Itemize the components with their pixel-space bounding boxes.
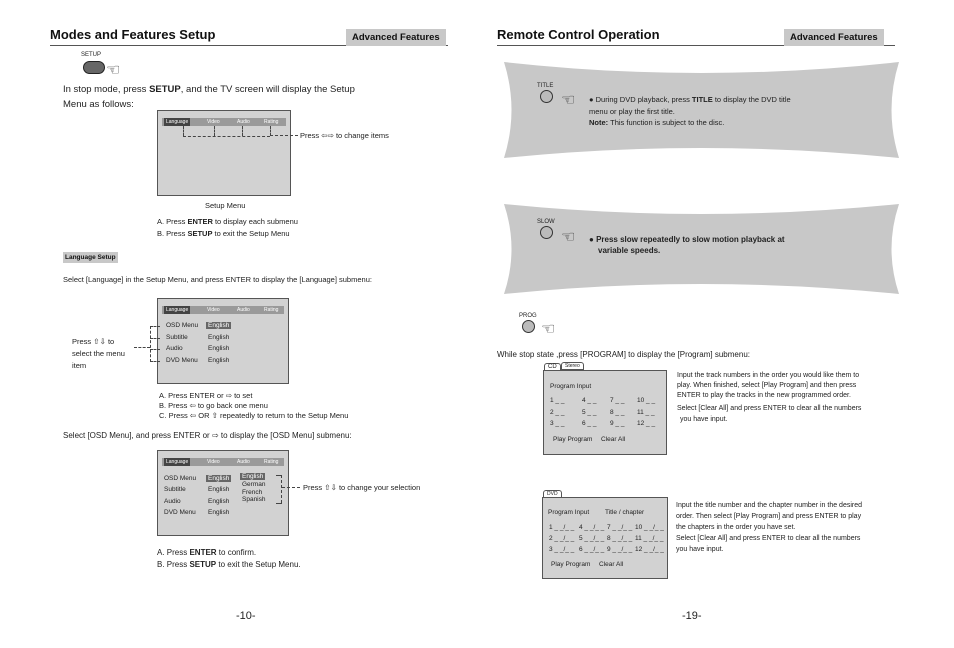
hand-pointer-icon: ☜: [561, 229, 576, 246]
osd-row-value: English: [208, 475, 230, 482]
osd-step-a: A. Press ENTER to confirm.: [157, 548, 257, 557]
tab-audio: Audio: [237, 459, 250, 465]
arrow-left-icon: ⇦: [189, 401, 196, 410]
tab-rating: Rating: [264, 459, 279, 465]
dvd-slot: 10 _ _/_ _: [635, 524, 664, 531]
osd-row-value: English: [208, 498, 230, 505]
dvd-slot: 2 _ _/_ _: [549, 535, 575, 542]
select-osd-text: Select [OSD Menu], and press ENTER or ⇨ to display the [OSD Menu] submenu:: [63, 431, 352, 440]
lang-row-label: DVD Menu: [166, 357, 198, 364]
dvd-slot: 11 _ _/_ _: [635, 535, 664, 542]
lang-row-label: OSD Menu: [166, 322, 199, 329]
cd-slot: 8 _ _: [610, 409, 625, 416]
title-text-line2: menu or play the first title.: [589, 107, 675, 116]
tab-language: Language: [166, 119, 189, 125]
dvd-program-screen: [542, 497, 668, 579]
slow-text-line1: ● Press slow repeatedly to slow motion playback at: [589, 235, 785, 244]
slow-button-icon: [540, 226, 553, 239]
arrow-right-icon: ⇨: [211, 431, 219, 440]
setup-step-b: B. Press SETUP to exit the Setup Menu: [157, 229, 290, 238]
lang-row-value: English: [208, 322, 230, 329]
title-note: Note: This function is subject to the disc.: [589, 118, 725, 127]
arrow-right-icon: ⇨: [327, 131, 334, 140]
slow-text-line2: variable speeds.: [598, 246, 661, 255]
cd-slot: 3 _ _: [550, 420, 565, 427]
right-page-number: -19-: [682, 610, 702, 622]
dvd-description: Input the title number and the chapter number in the desired order. Then select [Play Program] and press ENTER to play the chapters in the order you have set. Select [Clear All] and press ENTER to clear all the numbers you have input.: [676, 502, 863, 553]
dvd-slot: 3 _ _/_ _: [549, 546, 575, 553]
dvd-slot: 4 _ _/_ _: [579, 524, 605, 531]
setup-step-a: A. Press ENTER to display each submenu: [157, 217, 298, 226]
osd-row-label: Subtitle: [164, 486, 186, 493]
dvd-clear-all: Clear All: [599, 561, 624, 568]
setup-menu-caption: Setup Menu: [205, 201, 246, 210]
cd-slot: 2 _ _: [550, 409, 565, 416]
cd-play-program: Play Program: [553, 436, 593, 443]
dvd-program-input-label: Program Input: [548, 509, 590, 516]
tab-video: Video: [207, 307, 220, 313]
lang-row-value: English: [208, 357, 230, 364]
title-button-icon: [540, 90, 553, 103]
tab-rating: Rating: [264, 307, 279, 313]
dvd-slot: 1 _ _/_ _: [549, 524, 575, 531]
select-language-text: Select [Language] in the Setup Menu, and press ENTER to display the [Language] submenu:: [63, 275, 372, 284]
title-button-label: TITLE: [537, 83, 554, 89]
cd-slot: 12 _ _: [637, 420, 656, 427]
setup-button-icon: [83, 61, 105, 74]
lang-step-c: C. Press ⇦ OR ⇧ repeatedly to return to the Setup Menu: [159, 411, 349, 420]
setup-intro-line1: In stop mode, press SETUP, and the TV screen will display the Setup: [63, 84, 355, 95]
right-section-tag: Advanced Features: [784, 29, 884, 46]
setup-menu-screen: [157, 110, 291, 196]
left-section-tag: Advanced Features: [346, 29, 446, 46]
cd-program-screen: [543, 370, 667, 455]
tab-video: Video: [207, 459, 220, 465]
cd-slot: 9 _ _: [610, 420, 625, 427]
osd-step-b: B. Press SETUP to exit the Setup Menu.: [157, 560, 301, 569]
prog-button-icon: [522, 320, 535, 333]
cd-slot: 7 _ _: [610, 397, 625, 404]
tab-rating: Rating: [264, 119, 279, 125]
prog-button-label: PROG: [519, 313, 537, 319]
title-banner: [504, 62, 899, 158]
cd-clear-all: Clear All: [601, 436, 626, 443]
setup-menu-tab-bar: [162, 118, 286, 126]
slow-banner: [504, 204, 899, 294]
osd-option-french: French: [242, 489, 263, 496]
lang-row-value: English: [208, 345, 230, 352]
bullet-icon: ●: [589, 235, 594, 244]
cd-slot: 11 _ _: [637, 409, 655, 416]
arrow-up-icon: ⇧: [211, 411, 218, 420]
slow-button-label: SLOW: [537, 219, 555, 225]
cd-slot: 10 _ _: [637, 397, 656, 404]
osd-row-label: DVD Menu: [164, 509, 196, 516]
arrow-left-icon: ⇦: [189, 411, 197, 420]
arrow-up-icon: ⇧: [93, 337, 100, 346]
cd-tab: CD: [544, 363, 561, 370]
arrow-right-icon: ⇨: [225, 391, 232, 400]
arrow-down-icon: ⇩: [99, 337, 106, 346]
osd-row-value: English: [208, 486, 230, 493]
cd-slot: 1 _ _: [550, 397, 565, 404]
dvd-slot: 9 _ _/_ _: [607, 546, 633, 553]
lang-row-label: Audio: [166, 345, 183, 352]
cd-slot: 5 _ _: [582, 409, 597, 416]
right-page-title: Remote Control Operation: [497, 27, 660, 42]
dvd-slot: 5 _ _/_ _: [579, 535, 605, 542]
dvd-tab: DVD: [543, 490, 562, 497]
setup-button-label: SETUP: [81, 52, 102, 58]
osd-option-english: English: [242, 473, 264, 480]
tab-video: Video: [207, 119, 220, 125]
dvd-slot: 12 _ _/_ _: [635, 546, 664, 553]
bullet-icon: ●: [589, 95, 594, 104]
arrow-left-icon: ⇦: [321, 131, 328, 140]
lang-row-label: Subtitle: [166, 334, 188, 341]
osd-option-german: German: [242, 481, 266, 488]
tab-language: Language: [166, 459, 189, 465]
program-intro-text: While stop state ,press [PROGRAM] to display the [Program] submenu:: [497, 350, 750, 359]
arrow-down-icon: ⇩: [330, 483, 337, 492]
cd-slot: 4 _ _: [582, 397, 597, 404]
press-select-text: Press ⇧⇩ to: [72, 337, 115, 346]
cd-description: Input the track numbers in the order you would like them to play. When finished, select [Play Program] and then press ENTER to play the tracks in the new programmed order. Select [Clear All] and press ENTER to clear all the numbers you have input.: [677, 372, 862, 423]
dvd-slot: 7 _ _/_ _: [607, 524, 633, 531]
osd-submenu-screen: [157, 450, 289, 536]
lang-step-a: A. Press ENTER or ⇨ to set: [159, 391, 253, 400]
lang-row-value: English: [208, 334, 230, 341]
osd-row-label: OSD Menu: [164, 475, 197, 482]
press-change-items-text: Press ⇦⇨ to change items: [300, 131, 389, 140]
title-text-line1: ● During DVD playback, press TITLE to display the DVD title: [589, 95, 791, 104]
arrow-up-icon: ⇧: [324, 483, 331, 492]
hand-pointer-icon: ☜: [561, 92, 576, 109]
dvd-play-program: Play Program: [551, 561, 591, 568]
press-select-text-2: select the menu: [72, 349, 125, 358]
dvd-slot: 8 _ _/_ _: [607, 535, 633, 542]
osd-row-value: English: [208, 509, 230, 516]
osd-row-label: Audio: [164, 498, 181, 505]
hand-pointer-icon: ☜: [106, 62, 121, 79]
dvd-title-chapter-label: Title / chapter: [605, 509, 645, 516]
cd-stereo-tab: Stereo: [561, 362, 584, 370]
cd-program-input-label: Program Input: [550, 383, 592, 390]
language-setup-tag: Language Setup: [65, 254, 116, 261]
left-page-title: Modes and Features Setup: [50, 27, 216, 42]
cd-slot: 6 _ _: [582, 420, 597, 427]
lang-step-b: B. Press ⇦ to go back one menu: [159, 401, 268, 410]
left-page-number: -10-: [236, 610, 256, 622]
press-change-selection-text: Press ⇧⇩ to change your selection: [303, 483, 421, 492]
tab-language: Language: [166, 307, 189, 313]
press-select-text-3: item: [72, 361, 87, 370]
dvd-slot: 6 _ _/_ _: [579, 546, 605, 553]
setup-intro-line2: Menu as follows:: [63, 99, 134, 110]
osd-option-spanish: Spanish: [242, 496, 266, 503]
hand-pointer-icon: ☜: [541, 321, 556, 338]
tab-audio: Audio: [237, 119, 250, 125]
language-submenu-screen: [157, 298, 289, 384]
tab-audio: Audio: [237, 307, 250, 313]
